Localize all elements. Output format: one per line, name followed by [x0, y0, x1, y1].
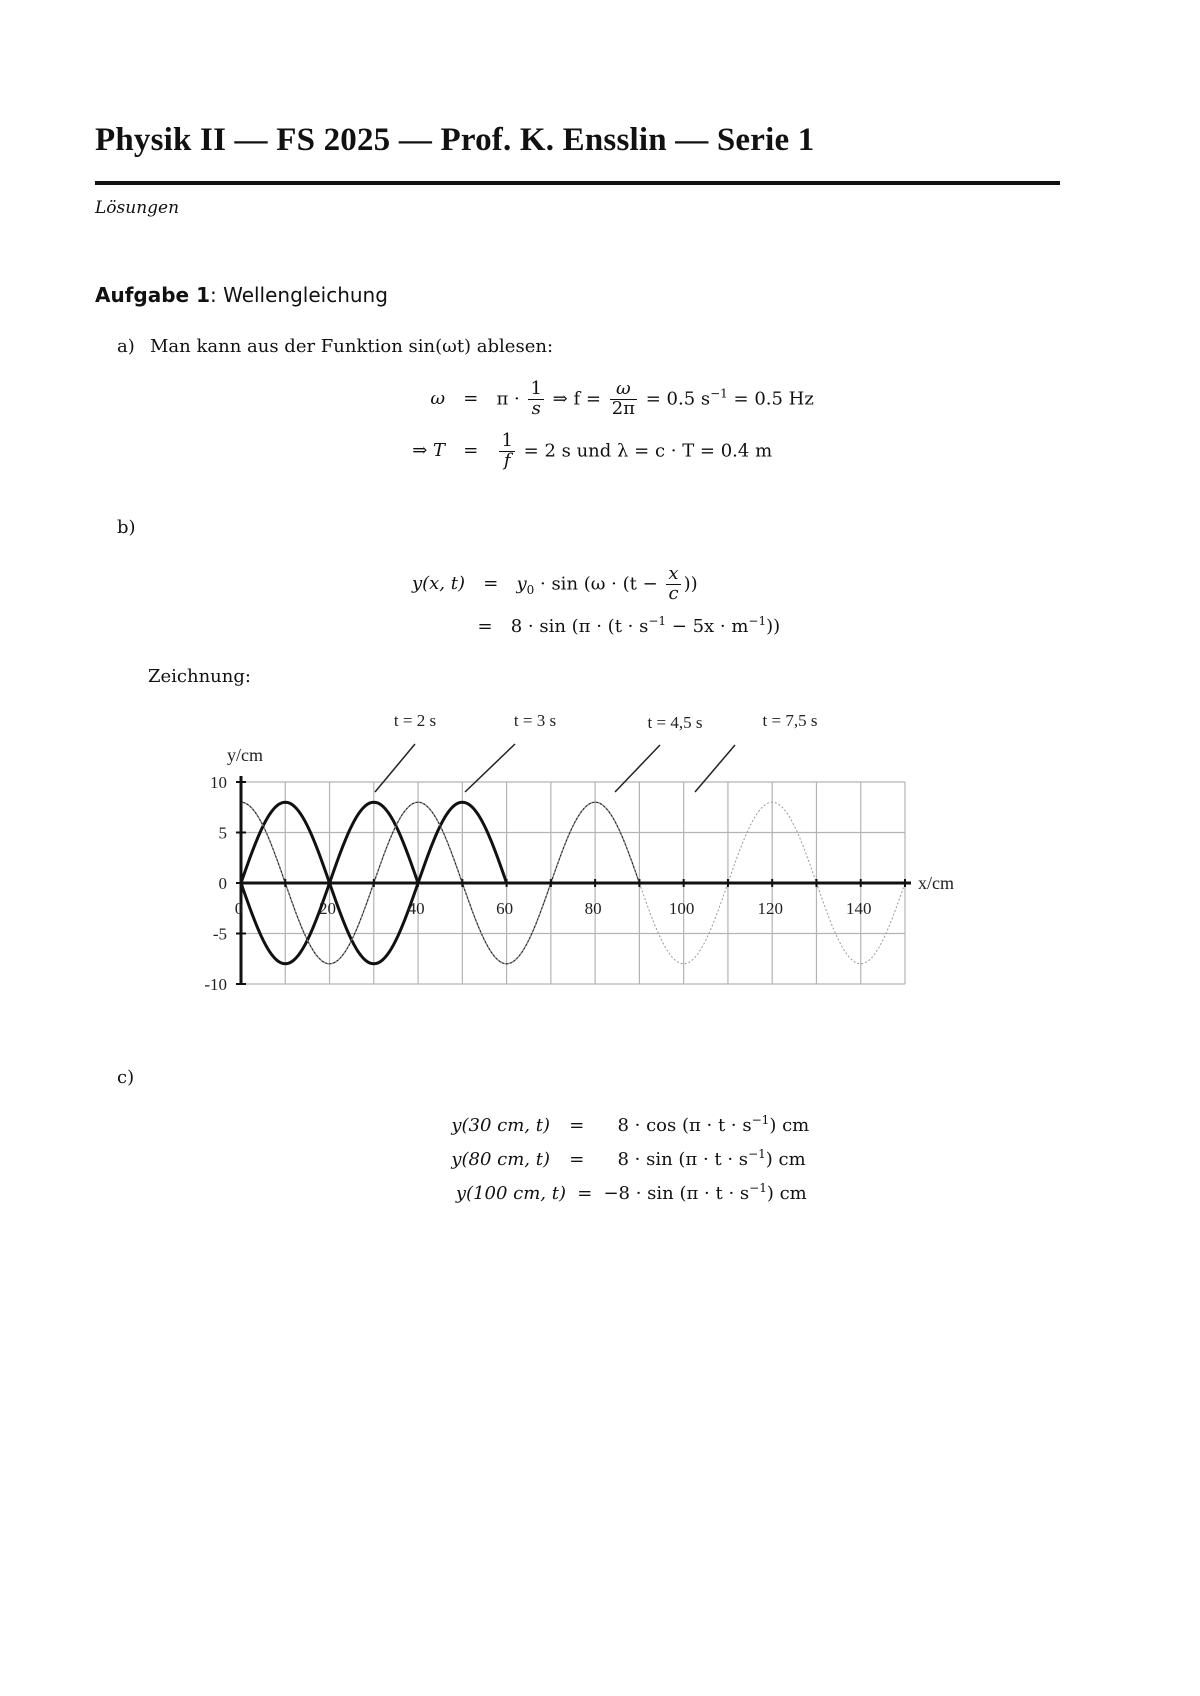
- y-tick-label: -10: [204, 975, 227, 994]
- eq1-exp: −1: [710, 386, 728, 401]
- series-leader-0: [375, 744, 415, 792]
- y-tick-label: -5: [212, 924, 227, 944]
- part-c-row-0: [440, 1113, 809, 1136]
- page-title: Physik II — FS 2025 — Prof. K. Ensslin — Serie 1: [95, 122, 815, 158]
- part-a-eq2: [385, 432, 772, 471]
- x-tick-label: 20: [319, 899, 337, 918]
- b-eq1-lhs: y(x, t): [411, 573, 465, 595]
- part-c-row-2: [440, 1181, 807, 1204]
- y-tick-label: 0: [218, 874, 227, 893]
- series-label-3: t = 7,5 s: [762, 711, 818, 730]
- part-b-eq2: [465, 614, 780, 637]
- b-eq2-exp2: −1: [748, 614, 767, 628]
- b-eq2-rhs-b: − 5x · m: [666, 616, 749, 637]
- series-leader-1: [465, 744, 515, 792]
- y-axis-label: y/cm: [227, 745, 263, 765]
- eq2-lhs: ⇒ T: [412, 440, 445, 462]
- part-b-eq1: [395, 565, 698, 604]
- eq2-frac: $\frac{1}{f}$: [501, 430, 513, 471]
- eq1-rhs-d: = 0.5 Hz: [727, 388, 814, 410]
- drawing-label: Zeichnung:: [148, 666, 251, 687]
- c-row1-exp: −1: [748, 1147, 766, 1161]
- b-eq1-rhs-c: )): [683, 573, 698, 595]
- wave-chart: [185, 700, 965, 1000]
- x-tick-label: 60: [496, 899, 514, 918]
- eq1-sign: =: [463, 388, 479, 410]
- series-label-2: t = 4,5 s: [647, 713, 703, 732]
- x-tick-label: 120: [757, 899, 783, 918]
- x-tick-label: 100: [668, 899, 695, 918]
- task-label: Aufgabe 1: [95, 283, 210, 307]
- c-row2-lhs: y(100 cm, t): [455, 1183, 566, 1204]
- c-row1-rhs-b: ) cm: [765, 1149, 806, 1170]
- title-rule: [95, 181, 1060, 185]
- part-a-label: a): [117, 336, 135, 357]
- b-eq2-rhs-c: )): [766, 616, 781, 637]
- task-heading: [95, 283, 388, 307]
- b-eq1-rhs-a: y: [516, 573, 527, 595]
- part-c-label: c): [117, 1067, 135, 1088]
- eq2-rhs: = 2 s und λ = c · T = 0.4 m: [523, 440, 773, 462]
- c-row1-sign: =: [569, 1149, 585, 1170]
- series-leader-2: [615, 745, 660, 792]
- eq1-rhs-c: = 0.5 s: [645, 388, 711, 410]
- part-b-label: b): [117, 517, 136, 538]
- b-eq1-rhs-b: · sin (ω · (t −: [534, 573, 658, 595]
- x-tick-label: 40: [407, 899, 425, 918]
- eq1-rhs-a: π ·: [496, 388, 520, 410]
- c-row0-exp: −1: [751, 1113, 770, 1127]
- c-row2-rhs-a: −8 · sin (π · t · s: [603, 1183, 750, 1204]
- x-tick-label: 0: [234, 899, 244, 918]
- part-a-eq1: [405, 380, 814, 419]
- b-eq1-sign: =: [483, 573, 499, 595]
- c-row2-rhs-b: ) cm: [766, 1183, 807, 1204]
- c-row1-rhs-a: 8 · sin (π · t · s: [617, 1149, 749, 1170]
- c-row0-lhs: y(30 cm, t): [451, 1115, 550, 1136]
- b-eq2-sign: =: [477, 616, 493, 637]
- c-row2-sign: =: [577, 1183, 593, 1204]
- c-row0-rhs-a: 8 · cos (π · t · s: [617, 1115, 752, 1136]
- y-tick-label: 10: [210, 773, 227, 792]
- c-row1-lhs: y(80 cm, t): [451, 1149, 550, 1170]
- x-axis-label: x/cm: [918, 873, 954, 893]
- chart-labels: [204, 711, 954, 994]
- y-tick-label: 5: [218, 823, 227, 843]
- x-tick-label: 80: [584, 899, 602, 918]
- c-row0-rhs-b: ) cm: [769, 1115, 810, 1136]
- task-name: : Wellengleichung: [210, 283, 388, 307]
- b-eq1-frac: $\frac{x}{c}$: [668, 563, 679, 604]
- series-label-1: t = 3 s: [513, 711, 557, 730]
- part-c-row-1: [440, 1147, 806, 1170]
- eq1-frac: $\frac{1}{s}$: [530, 378, 542, 419]
- x-tick-label: 140: [845, 899, 872, 918]
- subtitle: Lösungen: [95, 198, 180, 218]
- chart-axes: [236, 776, 911, 984]
- b-eq1-sub: 0: [526, 582, 535, 597]
- eq1-rhs-b: ⇒ f =: [552, 388, 601, 410]
- series-label-0: t = 2 s: [393, 711, 437, 730]
- eq2-sign: =: [463, 440, 479, 462]
- eq1-frac2: $\frac{\omega}{2\pi}$: [611, 378, 635, 419]
- part-a-intro: Man kann aus der Funktion sin(ωt) ablesen:: [150, 336, 554, 357]
- c-row0-sign: =: [569, 1115, 585, 1136]
- eq1-lhs: ω: [430, 388, 445, 410]
- b-eq2-rhs-a: 8 · sin (π · (t · s: [510, 616, 649, 637]
- c-row2-exp: −1: [749, 1181, 767, 1195]
- b-eq2-exp1: −1: [648, 614, 667, 628]
- series-leader-3: [695, 745, 735, 792]
